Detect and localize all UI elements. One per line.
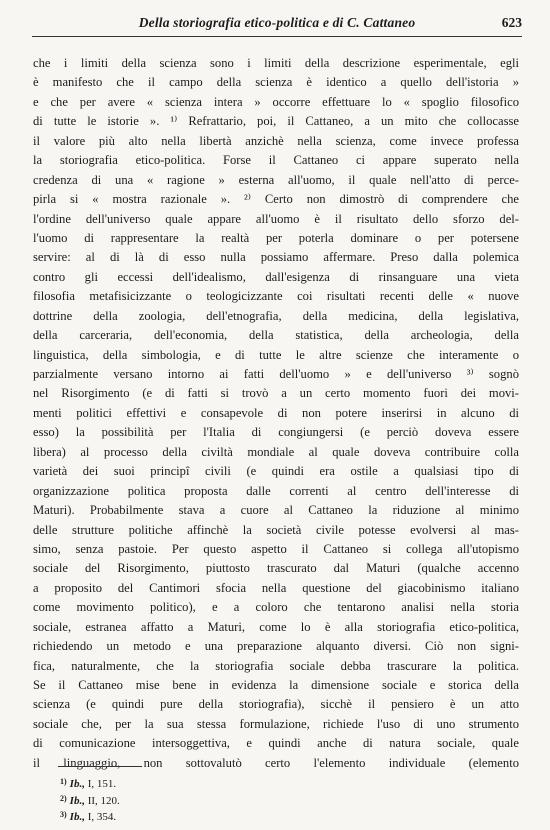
text-line: fica, naturalmente, che la storiografia sociale debba trascurare la politica. bbox=[33, 658, 519, 673]
footnote-reference: II, 120. bbox=[87, 794, 120, 807]
footnote bbox=[60, 808, 120, 825]
text-line: esso) la possibilità per l'Italia di congiungersi (e perciò doveva essere bbox=[33, 425, 519, 440]
footnote-mark: 3) bbox=[60, 810, 67, 819]
text-line: sociale, estranea affatto a Maturi, come lo è alla storiografia etico-politica, bbox=[33, 619, 519, 634]
text-line: che i limiti della scienza sono i limiti della descrizione esperimentale, egli bbox=[33, 56, 519, 70]
text-line: delle strutture politiche affinchè la società civile potesse evolversi al mas- bbox=[33, 522, 519, 537]
text-line: varietà dei suoi principî civili (e quindi era ostile a qualsiasi tipo di bbox=[33, 464, 519, 479]
text-line: libera) al processo della civiltà mondiale al quale doveva contribuire colla bbox=[33, 444, 519, 459]
text-line: come movimento politico), e a coloro che tentarono analisi nella storia bbox=[33, 600, 519, 615]
footnote-reference: I, 354. bbox=[87, 811, 117, 823]
text-line: richiedendo un metodo e una preparazione alquanto diversi. Ciò non signi- bbox=[33, 639, 519, 654]
text-line: scienza (e quindi pure della storiografia), sicchè il pensiero è un atto bbox=[33, 697, 519, 712]
text-line: filosofia metafisicizzante o teologicizzante coi risultati recenti delle « nuove bbox=[33, 289, 519, 304]
footnote-ibid: Ib., bbox=[69, 778, 85, 790]
text-line: sociale che, per la sua stessa formulazione, richiede l'uso di uno strumento bbox=[33, 716, 519, 731]
text-line: a proposito del Cantimori sfocia nella questione del giacobinismo italiano bbox=[33, 580, 519, 595]
text-line: servire: al di là di esso nulla possiamo affermare. Preso dalla polemica bbox=[33, 250, 519, 265]
text-line: della carceraria, dell'economia, della statistica, della archeologia, della bbox=[33, 328, 519, 343]
running-header bbox=[32, 14, 522, 37]
text-line: Se il Cattaneo mise bene in evidenza la dimensione sociale e storica della bbox=[33, 678, 519, 692]
footnote-mark: 1) bbox=[60, 777, 67, 786]
text-line: di tutte le istorie ». ¹⁾ Refrattario, poi, il Cattaneo, a un mito che collocasse bbox=[33, 114, 519, 129]
body-text bbox=[33, 54, 519, 773]
text-line: l'ordine dell'universo quale appare all'uomo è il risultato dello sforzo del- bbox=[33, 211, 519, 226]
text-line: dottrine della zoologia, dell'etnografia, della medicina, della legislativa, bbox=[33, 308, 519, 323]
text-line: nel Risorgimento (e di fatti si trovò a un certo momento fuori dei movi- bbox=[33, 386, 519, 401]
text-line: parzialmente versano intorno ai fatti dell'uomo » e dell'universo ³⁾ sognò bbox=[33, 367, 519, 381]
footnote-mark: 2) bbox=[60, 793, 67, 803]
text-line: contro gli eccessi dell'idealismo, dall'esigenza di rinsanguare una vieta bbox=[33, 269, 519, 284]
text-line: e che per avere « scienza intera » occorre effettuare lo « spoglio filosofico bbox=[33, 94, 519, 109]
text-line: pirla si « mostra razionale ». ²⁾ Certo non dimostrò di comprendere che bbox=[33, 192, 519, 207]
text-line: credenza di una « ragione » esterna all'uomo, il quale nell'atto di perce- bbox=[33, 172, 519, 187]
text-line: è manifesto che il campo della scienza è identico a quello dell'istoria » bbox=[33, 75, 519, 90]
text-line: linguistica, della simbologia, e di tutte le altre scienze che interamente o bbox=[33, 347, 519, 362]
footnote-ibid: Ib., bbox=[69, 794, 85, 807]
text-line: di comunicazione intersoggettiva, e quindi anche di natura sociale, quale bbox=[33, 736, 519, 751]
page-number: 623 bbox=[501, 15, 522, 30]
footnote-reference: I, 151. bbox=[87, 778, 117, 790]
footnote-divider bbox=[58, 766, 142, 767]
footnote bbox=[60, 775, 120, 792]
running-title: Della storiografia etico-politica e di C. Cattaneo bbox=[138, 15, 416, 30]
text-line: il linguaggio, non sottovalutò certo l'elemento individuale (elemento bbox=[33, 755, 519, 770]
text-line: il valore più alto nella libertà anzichè nella scienza, come invece professa bbox=[33, 133, 519, 148]
footnotes bbox=[60, 775, 120, 825]
text-line: l'uomo di rappresentare la realtà per poterla dominare o per potersene bbox=[33, 230, 519, 245]
footnote bbox=[60, 792, 120, 809]
text-line: la storiografia etico-politica. Forse il Cattaneo ci appare superato nella bbox=[33, 153, 519, 168]
text-line: Maturi). Probabilmente stava a cuore al Cattaneo la riduzione al minimo bbox=[33, 503, 519, 518]
text-line: simo, senza pastoie. Per questo aspetto il Cattaneo si collega all'utopismo bbox=[33, 541, 519, 556]
text-line: sociale del Risorgimento, piuttosto trascurato dal Maturi (qualche accenno bbox=[33, 561, 519, 576]
text-line: organizzazione politica proposta dalle correnti al centro dell'interesse di bbox=[33, 483, 519, 498]
text-line: menti politici effettivi e consapevole di non potere inserirsi in alcuno di bbox=[33, 405, 519, 420]
footnote-ibid: Ib., bbox=[69, 811, 85, 823]
